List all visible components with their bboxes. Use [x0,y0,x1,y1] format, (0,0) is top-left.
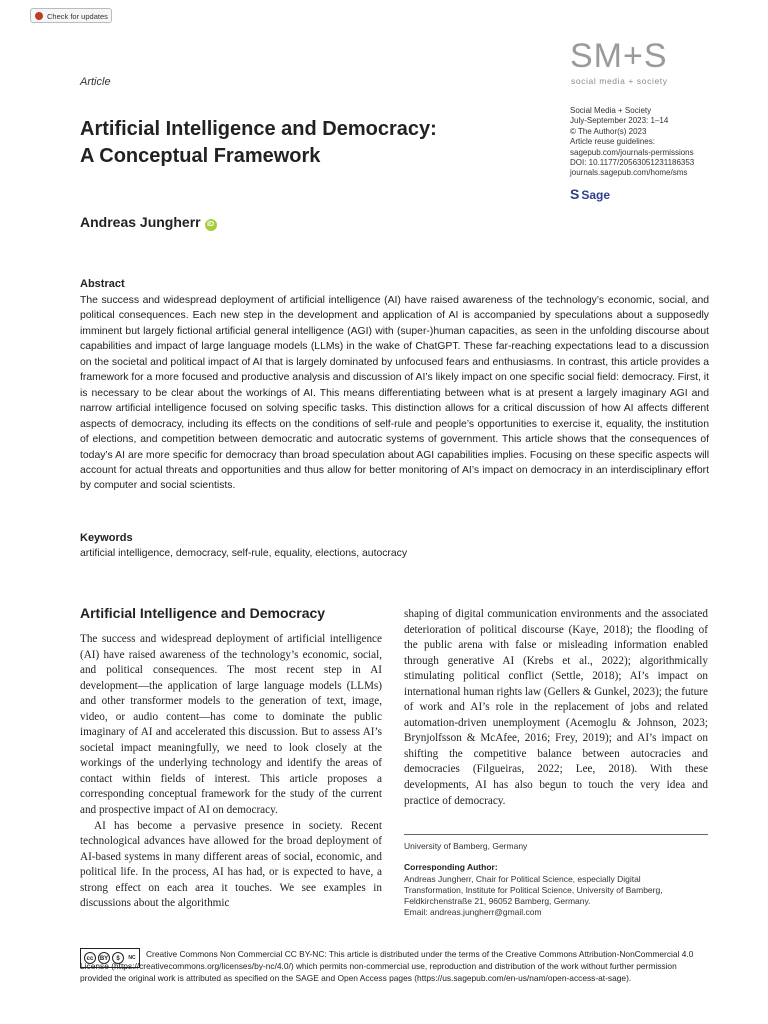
body-paragraph: The success and widespread deployment of artificial intelligence (AI) have raised awareness of the technology’s economic, social, and political consequences. The most recent step in AI development—the application of large language models (LLMs) and other transformer models to the generation of text, image, video, or audio content—has come to dominate the public imaginary of AI and accelerated this discussion. But to assess AI’s societal impact meaningfully, we need to look closely at the workings of the underlying technology and identify the areas of contact within fields of interest. This article proposes a corresponding conceptual framework for the study of the current and prospective impact of AI on democracy. [80,633,382,817]
check-updates-label: Check for updates [47,12,108,21]
license-text: Creative Commons Non Commercial CC BY-NC: This article is distributed under the terms of the Creative Commons Attribution-NonCommercial 4.0 License (https://creativecommons.org/licenses/by-nc/4.0/) which permits non-commercial use, reproduction and distribution of the work without further permission provided the original work is attributed as specified on the SAGE and Open Access pages (https://us.sagepub.com/en-us/nam/open-access-at-sage). [80,949,694,983]
paper-title [80,116,540,170]
corr-line: Feldkirchenstraße 21, 96052 Bamberg, Germany. [404,896,591,906]
issue-pages: July-September 2023: 1–14 [570,116,669,126]
author-name[interactable]: Andreas Jungherr [80,214,201,230]
corr-email[interactable]: Email: andreas.jungherr@gmail.com [404,907,542,917]
publisher-name: Sage [581,188,611,202]
footnote-divider [404,834,708,835]
journal-name: Social Media + Society [570,106,652,115]
title-line: Artificial Intelligence and Democracy: [80,118,437,140]
keywords-text: artificial intelligence, democracy, self-rule, equality, elections, autocracy [80,548,408,559]
abstract-text: The success and widespread deployment of artificial intelligence (AI) have raised awareness of the technology’s economic, social, and political consequences. Each new step in the development and application of AI is accompanied by speculations about a supposedly imminent but largely fictional artificial general intelligence (AGI) with (super-)human capacities, as seen in the unfolding discourse about capabilities and impact of large language models (LLMs) in the wake of ChatGPT. These far-reaching expectations lead to a discussion on the societal and political impact of AI that is largely dominated by unfocused fears and enthusiasms. In contrast, this article provides a framework for a more focused and productive analysis and discussion of AI’s likely impact on one specific social field: democracy. First, it is necessary to be clear about the workings of AI. This means differentiating between what is at present a largely imaginary AGI and narrow artificial intelligence focused on solving specific tasks. This distinction allows for a critical discussion of how AI affects different aspects of democracy, including its effects on the conditions of self-rule and people’s opportunities to exercise it, equality, the institution of elections, and competition between democratic and autocratic systems of government. This article shows that the consequences of today’s AI are more specific for democracy than broad speculation about AGI capabilities implies. Focusing on these specific aspects will account for actual threats and opportunities and thus allow for better monitoring of AI’s impact on democracy in an interdisciplinary effort by computer and social scientists. [80,295,709,492]
author-line [80,214,217,231]
nc-icon: $ [112,952,124,964]
journal-logo-subtitle: social media + society [571,76,668,86]
corresponding-author-heading: Corresponding Author: [404,862,498,872]
copyright: © The Author(s) 2023 [570,126,647,136]
body-paragraph: AI has become a pervasive presence in society. Recent technological advances have allowed for the broad deployment of AI-based systems in many different areas of social, economic, and political life. In the process, AI has had, or is expected to have, a strong effect on each area it touches. We see examples in discussions about the algorithmic [80,819,382,910]
cc-icon: cc [84,952,96,964]
affiliation: University of Bamberg, Germany [404,841,528,851]
section-heading: Artificial Intelligence and Democracy [80,605,326,621]
body-paragraph: shaping of digital communication environments and the associated deterioration of political discourse (Kaye, 2018); the flooding of the public arena with false or misleading information enabled through generative AI (Krebs et al., 2022); algorithmically stimulating political conflict (Settle, 2018); AI’s impact on international human rights law (Gellers & Gunkel, 2023); the future of work and AI’s role in the replacement of jobs and related automation-driven unemployment (Acemoglu & Johnson, 2023; Brynjolfsson & McAfee, 2016; Frey, 2019); and AI’s impact on shifting the competitive balance between autocracies and democracies (Filgueiras, 2022; Lee, 2018). With these developments, AI has also begun to touch the very idea and practice of democracy. [404,608,708,807]
publisher-logo [570,186,610,202]
body-column-left [80,632,382,912]
journal-meta [570,106,760,179]
permissions-link[interactable]: sagepub.com/journals-permissions [570,147,694,157]
corr-line: Andreas Jungherr, Chair for Political Science, especially Digital [404,874,641,884]
abstract-heading: Abstract [80,278,125,290]
sage-s-icon: S [570,186,580,202]
reuse-label: Article reuse guidelines: [570,137,655,147]
orcid-icon[interactable]: iD [205,219,217,231]
doi[interactable]: DOI: 10.1177/20563051231186353 [570,158,695,168]
title-line: A Conceptual Framework [80,145,321,167]
journal-logo: SM+S [570,37,668,75]
journal-home-link[interactable]: journals.sagepub.com/home/sms [570,168,688,178]
corresponding-author-details [404,874,704,918]
corr-line: Transformation, Institute for Political Science, University of Bamberg, [404,885,663,895]
crossmark-icon [35,12,43,20]
by-icon: BY [98,952,110,964]
nc-label: NC [128,955,136,961]
keywords-heading: Keywords [80,532,133,544]
article-type-label: Article [80,76,111,88]
check-for-updates-badge[interactable] [30,8,112,23]
body-column-right [404,607,708,809]
